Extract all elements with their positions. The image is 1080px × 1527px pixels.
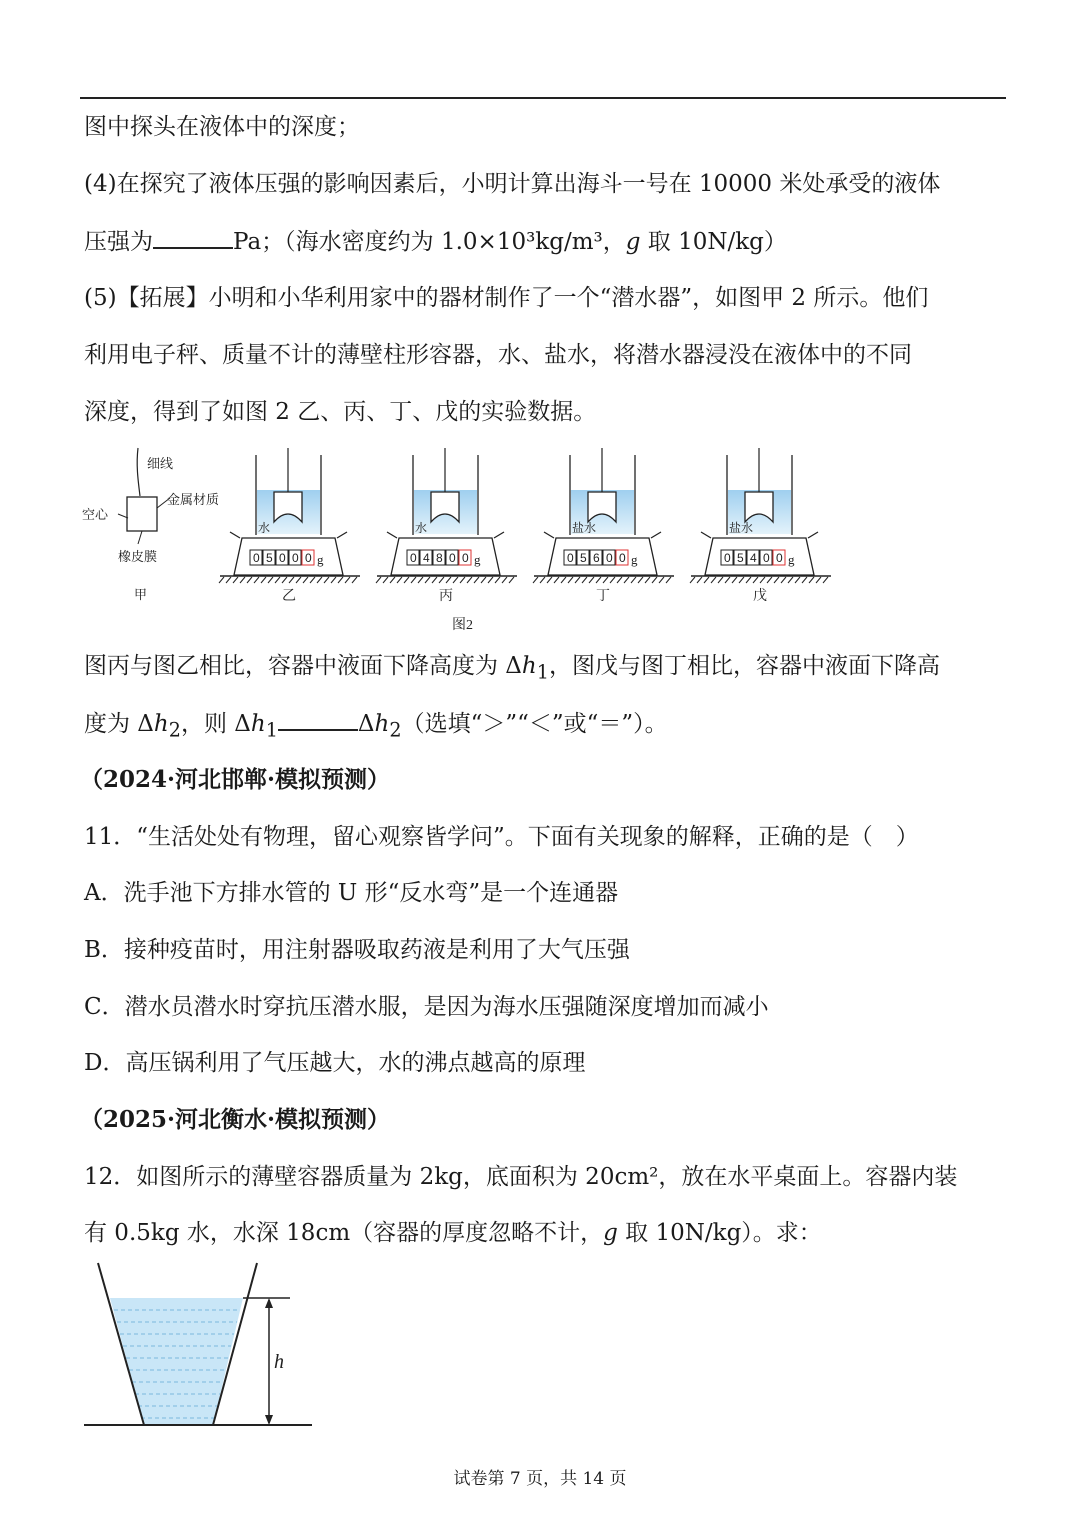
ground-hatch xyxy=(666,577,671,583)
ground-hatch xyxy=(233,577,238,583)
subscript: 1 xyxy=(265,718,278,742)
ground-hatch xyxy=(610,577,615,583)
digit: 5 xyxy=(737,551,744,565)
text: 压强为 xyxy=(84,229,153,255)
question-12-line1: 12．如图所示的薄壁容器质量为 2kg，底面积为 20cm²，放在水平桌面上。容器内装 xyxy=(84,1164,958,1190)
digit: 0 xyxy=(253,551,260,565)
ground-hatch xyxy=(760,577,765,583)
ground-hatch xyxy=(383,577,388,583)
setup-1 xyxy=(376,448,517,604)
ground-hatch xyxy=(453,577,458,583)
digit: 0 xyxy=(410,551,417,565)
var-g: g xyxy=(625,229,641,255)
ground-hatch xyxy=(460,577,465,583)
question-4-line2 xyxy=(84,225,787,258)
digit: 0 xyxy=(449,551,456,565)
ground-hatch xyxy=(289,577,294,583)
ground-hatch xyxy=(596,577,601,583)
ground-hatch xyxy=(690,577,695,583)
ground-hatch xyxy=(718,577,723,583)
ground-hatch xyxy=(247,577,252,583)
ground-hatch xyxy=(495,577,500,583)
setup-label: 丁 xyxy=(596,589,610,604)
ground-hatch xyxy=(240,577,245,583)
text-line: 图中探头在液体中的深度； xyxy=(84,114,360,140)
ground-hatch xyxy=(631,577,636,583)
figure-2-caption: 图2 xyxy=(452,618,473,633)
liquid-label: 盐水 xyxy=(729,521,754,535)
question-12-line2 xyxy=(84,1217,822,1249)
ground-hatch xyxy=(582,577,587,583)
setup-label: 戊 xyxy=(753,589,767,604)
digit: 0 xyxy=(724,551,731,565)
ground-hatch xyxy=(767,577,772,583)
text: ，则 Δ xyxy=(180,711,251,737)
option-b[interactable]: B．接种疫苗时，用注射器吸取药液是利用了大气压强 xyxy=(84,937,630,963)
ground-hatch xyxy=(547,577,552,583)
digit: 0 xyxy=(279,551,286,565)
ground-hatch xyxy=(624,577,629,583)
liquid-label: 水 xyxy=(258,521,271,535)
text: 取 10N/kg） xyxy=(640,229,787,255)
ground-hatch xyxy=(603,577,608,583)
source-tag: （2024·河北邯郸·模拟预测） xyxy=(80,766,391,793)
figure-jia xyxy=(82,448,219,602)
ground-hatch xyxy=(446,577,451,583)
ground-hatch xyxy=(645,577,650,583)
subscript: 2 xyxy=(389,718,402,742)
header-rule xyxy=(80,97,1006,99)
ground-hatch xyxy=(774,577,779,583)
source-tag: （2025·河北衡水·模拟预测） xyxy=(80,1106,391,1133)
question-11: 11．“生活处处有物理，留心观察皆学问”。下面有关现象的解释，正确的是（ ） xyxy=(84,824,919,850)
ground-hatch xyxy=(352,577,357,583)
ground-hatch xyxy=(652,577,657,583)
subscript: 1 xyxy=(536,660,549,684)
ground-hatch xyxy=(554,577,559,583)
unit-label: g xyxy=(474,552,481,567)
label-thread: 细线 xyxy=(147,456,174,471)
ground-hatch xyxy=(753,577,758,583)
digit: 0 xyxy=(305,551,312,565)
var-h: h xyxy=(374,711,390,737)
ground-hatch xyxy=(376,577,381,583)
unit-label: g xyxy=(317,552,324,567)
ground-hatch xyxy=(509,577,514,583)
text: 度为 Δ xyxy=(84,711,154,737)
ground-hatch xyxy=(704,577,709,583)
question-4-line1: (4)在探究了液体压强的影响因素后，小明计算出海斗一号在 10000 米处承受的液体 xyxy=(84,171,941,197)
ground-hatch xyxy=(739,577,744,583)
digit: 0 xyxy=(619,551,626,565)
digit: 0 xyxy=(763,551,770,565)
ground-hatch xyxy=(732,577,737,583)
label-hollow: 空心 xyxy=(82,507,109,522)
ground-hatch xyxy=(568,577,573,583)
ground-hatch xyxy=(268,577,273,583)
ground-hatch xyxy=(397,577,402,583)
ground-hatch xyxy=(575,577,580,583)
question-5-line1: (5)【拓展】小明和小华利用家中的器材制作了一个“潜水器”，如图甲 2 所示。他们 xyxy=(84,285,929,311)
ground-hatch xyxy=(788,577,793,583)
option-a[interactable]: A．洗手池下方排水管的 U 形“反水弯”是一个连通器 xyxy=(84,880,619,906)
text: 取 10N/kg）。求： xyxy=(617,1220,822,1246)
setup-3 xyxy=(690,448,831,604)
text: ，图戊与图丁相比，容器中液面下降高 xyxy=(548,653,940,679)
ground-hatch xyxy=(533,577,538,583)
page-footer: 试卷第 7 页，共 14 页 xyxy=(453,1469,627,1489)
unit-label: g xyxy=(788,552,795,567)
label-metal: 金属材质 xyxy=(167,492,220,507)
digit: 0 xyxy=(606,551,613,565)
ground-hatch xyxy=(226,577,231,583)
question-5-line2: 利用电子秤、质量不计的薄壁柱形容器，水、盐水，将潜水器浸没在液体中的不同 xyxy=(84,342,912,368)
ground-hatch xyxy=(425,577,430,583)
text: 有 0.5kg 水，水深 18cm（容器的厚度忽略不计， xyxy=(84,1220,604,1246)
ground-hatch xyxy=(303,577,308,583)
text: Pa；（海水密度约为 1.0×10³kg/m³， xyxy=(233,229,626,255)
setup-0 xyxy=(219,448,360,604)
answer-blank[interactable] xyxy=(278,707,358,731)
ground-hatch xyxy=(390,577,395,583)
ground-hatch xyxy=(659,577,664,583)
ground-hatch xyxy=(467,577,472,583)
setup-label: 丙 xyxy=(439,589,453,604)
var-h: h xyxy=(153,711,169,737)
unit-label: g xyxy=(631,552,638,567)
digit: 0 xyxy=(567,551,574,565)
digit: 5 xyxy=(580,551,587,565)
ground-hatch xyxy=(296,577,301,583)
figure-2 xyxy=(80,440,850,640)
ground-hatch xyxy=(638,577,643,583)
ground-hatch xyxy=(411,577,416,583)
ground-hatch xyxy=(823,577,828,583)
digit: 5 xyxy=(266,551,273,565)
option-d[interactable]: D．高压锅利用了气压越大，水的沸点越高的原理 xyxy=(84,1050,586,1076)
question-5-line4 xyxy=(84,650,940,689)
ground-hatch xyxy=(282,577,287,583)
ground-hatch xyxy=(502,577,507,583)
ground-hatch xyxy=(219,577,224,583)
ground-hatch xyxy=(561,577,566,583)
question-5-line3: 深度，得到了如图 2 乙、丙、丁、戊的实验数据。 xyxy=(84,399,597,425)
ground-hatch xyxy=(725,577,730,583)
liquid-label: 盐水 xyxy=(572,521,597,535)
var-h: h xyxy=(250,711,266,737)
ground-hatch xyxy=(809,577,814,583)
ground-hatch xyxy=(795,577,800,583)
subscript: 2 xyxy=(168,718,181,742)
ground-hatch xyxy=(816,577,821,583)
ground-hatch xyxy=(488,577,493,583)
var-g: g xyxy=(603,1220,618,1246)
digit: 6 xyxy=(593,551,600,565)
ground-hatch xyxy=(324,577,329,583)
container-figure xyxy=(80,1258,320,1433)
arrow-head-down xyxy=(265,1415,273,1425)
ground-hatch xyxy=(439,577,444,583)
digit: 0 xyxy=(292,551,299,565)
ground-hatch xyxy=(802,577,807,583)
text: Δ xyxy=(357,711,375,737)
arrow-head-up xyxy=(265,1298,273,1308)
height-label: h xyxy=(274,1351,284,1373)
ground-hatch xyxy=(317,577,322,583)
ground-hatch xyxy=(474,577,479,583)
ground-hatch xyxy=(697,577,702,583)
setup-2 xyxy=(533,448,674,604)
ground-hatch xyxy=(310,577,315,583)
ground-hatch xyxy=(781,577,786,583)
question-5-line5 xyxy=(84,707,668,747)
text: 图丙与图乙相比，容器中液面下降高度为 Δ xyxy=(84,653,522,679)
text: （选填“＞”“＜”或“＝”）。 xyxy=(401,711,668,737)
digit: 8 xyxy=(436,551,443,565)
digit: 0 xyxy=(776,551,783,565)
ground-hatch xyxy=(254,577,259,583)
ground-hatch xyxy=(404,577,409,583)
ground-hatch xyxy=(746,577,751,583)
ground-hatch xyxy=(540,577,545,583)
liquid-label: 水 xyxy=(415,521,428,535)
setup-label: 乙 xyxy=(282,589,296,604)
digit: 0 xyxy=(462,551,469,565)
ground-hatch xyxy=(418,577,423,583)
ground-hatch xyxy=(261,577,266,583)
ground-hatch xyxy=(589,577,594,583)
ground-hatch xyxy=(617,577,622,583)
ground-hatch xyxy=(432,577,437,583)
digit: 4 xyxy=(423,551,430,565)
ground-hatch xyxy=(331,577,336,583)
label-jia: 甲 xyxy=(134,587,148,602)
option-c[interactable]: C．潜水员潜水时穿抗压潜水服，是因为海水压强随深度增加而减小 xyxy=(84,994,769,1020)
ground-hatch xyxy=(711,577,716,583)
label-membrane: 橡皮膜 xyxy=(118,549,158,564)
digit: 4 xyxy=(750,551,757,565)
answer-blank[interactable] xyxy=(153,225,233,249)
var-h: h xyxy=(521,653,537,679)
ground-hatch xyxy=(275,577,280,583)
ground-hatch xyxy=(345,577,350,583)
ground-hatch xyxy=(338,577,343,583)
ground-hatch xyxy=(481,577,486,583)
